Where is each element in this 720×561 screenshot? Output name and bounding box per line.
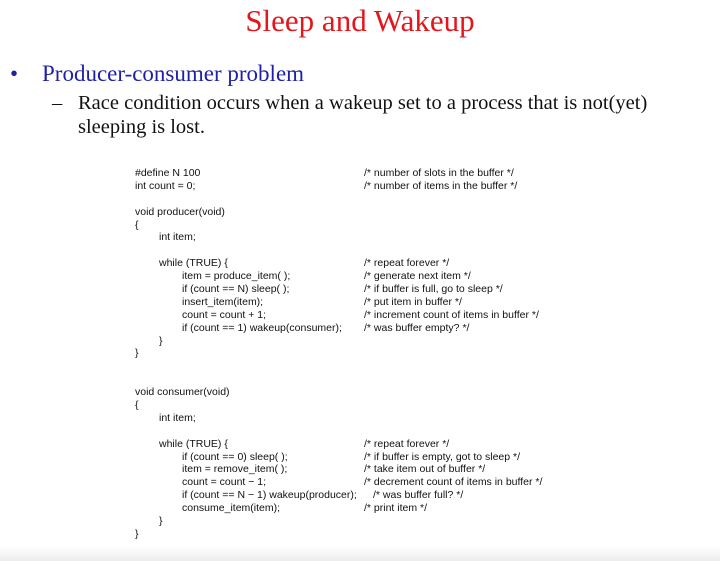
code-listing (135, 167, 635, 541)
code-comment: /* put item in buffer */ (364, 295, 462, 308)
code-line (135, 386, 635, 399)
code-line (135, 528, 635, 541)
code-statement: } (135, 347, 139, 360)
code-line (135, 296, 635, 309)
code-line (135, 322, 635, 335)
code-comment: /* was buffer full? */ (373, 489, 464, 502)
code-line (135, 476, 635, 489)
code-statement: if (count == 0) sleep( ); (182, 450, 288, 463)
code-statement: item = produce_item( ); (182, 270, 291, 283)
code-statement: void consumer(void) (135, 386, 230, 399)
bullet-item (10, 60, 304, 88)
code-line (135, 515, 635, 528)
code-statement: if (count == N) sleep( ); (182, 283, 290, 296)
code-line (135, 425, 635, 438)
code-comment: /* take item out of buffer */ (364, 463, 486, 476)
code-comment: /* repeat forever */ (364, 437, 450, 450)
code-line (135, 309, 635, 322)
code-line (135, 167, 635, 180)
code-line (135, 412, 635, 425)
bullet-text: Producer-consumer problem (42, 61, 305, 86)
code-statement: count = count − 1; (182, 476, 267, 489)
code-statement: } (135, 527, 139, 540)
sub-bullet-text: Race condition occurs when a wakeup set to a process that is not(yet) sleeping is lost. (78, 92, 648, 138)
sub-bullet-item (52, 91, 712, 139)
code-statement: consume_item(item); (182, 502, 281, 515)
code-comment: /* repeat forever */ (364, 257, 450, 270)
code-line (135, 463, 635, 476)
sub-bullet-symbol: – (52, 92, 63, 114)
code-statement: } (159, 515, 163, 528)
code-line (135, 399, 635, 412)
code-statement: { (135, 218, 139, 231)
code-comment: /* generate next item */ (364, 270, 471, 283)
code-line (135, 206, 635, 219)
code-line (135, 257, 635, 270)
bottom-edge (0, 546, 720, 561)
code-line (135, 231, 635, 244)
code-statement: insert_item(item); (182, 295, 264, 308)
code-statement: item = remove_item( ); (182, 463, 288, 476)
code-line (135, 438, 635, 451)
code-statement: while (TRUE) { (159, 257, 228, 270)
code-comment: /* increment count of items in buffer */ (364, 308, 539, 321)
code-line (135, 347, 635, 360)
code-statement: count = count + 1; (182, 308, 267, 321)
code-statement: { (135, 399, 139, 412)
code-line (135, 193, 635, 206)
code-statement: int count = 0; (135, 179, 196, 192)
code-comment: /* decrement count of items in buffer */ (364, 476, 543, 489)
code-comment: /* was buffer empty? */ (364, 321, 470, 334)
code-statement: if (count == 1) wakeup(consumer); (182, 321, 342, 334)
code-comment: /* if buffer is full, go to sleep */ (364, 283, 503, 296)
code-line (135, 335, 635, 348)
code-comment: /* number of items in the buffer */ (364, 179, 518, 192)
code-line (135, 451, 635, 464)
code-statement: int item; (159, 411, 196, 424)
code-line (135, 502, 635, 515)
code-statement: void producer(void) (135, 205, 225, 218)
code-statement: int item; (159, 231, 196, 244)
code-line (135, 180, 635, 193)
code-line (135, 360, 635, 373)
code-statement: #define N 100 (135, 167, 201, 179)
code-statement: if (count == N − 1) wakeup(producer); (182, 489, 357, 502)
code-comment: /* number of slots in the buffer */ (364, 167, 514, 179)
slide-title: Sleep and Wakeup (245, 3, 475, 38)
code-line (135, 270, 635, 283)
bullet-symbol: • (10, 61, 19, 86)
code-line (135, 283, 635, 296)
code-comment: /* print item */ (364, 502, 428, 515)
code-line (135, 219, 635, 232)
code-line (135, 244, 635, 257)
code-line (135, 489, 635, 502)
code-comment: /* if buffer is empty, got to sleep */ (364, 450, 521, 463)
code-line (135, 373, 635, 386)
code-statement: } (159, 334, 163, 347)
code-statement: while (TRUE) { (159, 437, 228, 450)
